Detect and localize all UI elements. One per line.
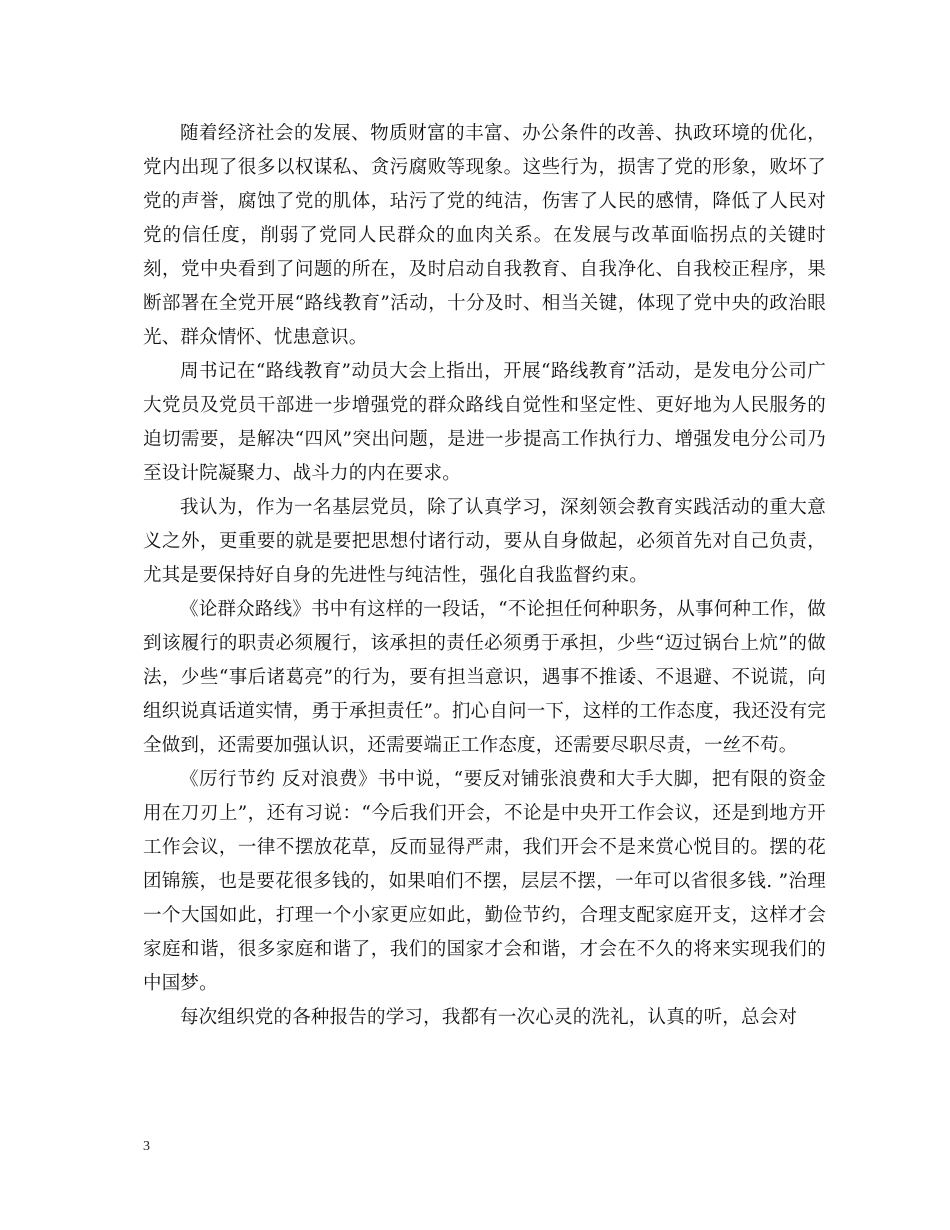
body-text [143,117,826,1035]
paragraph-6: 每次组织党的各种报告的学习，我都有一次心灵的洗礼，认真的听，总会对 [180,1007,798,1028]
paragraph-1: 随着经济社会的发展、物质财富的丰富、办公条件的改善、执政环境的优化，党内出现了很多以权谋私、贪污腐败等现象。这些行为，损害了党的形象，败坏了党的声誉，腐蚀了党的肌体，玷污了党的纯洁，伤害了人民的感情，降低了人民对党的信任度，削弱了党同人民群众的血肉关系。在发展与改革面临拐点的关键时刻，党中央看到了问题的所在，及时启动自我教育、自我净化、自我校正程序，果断部署在全党开展“路线教育”活动，十分及时、相当关键，体现了党中央的政治眼光、群众情怀、忧患意识。 [143,123,826,348]
paragraph-4: 《论群众路线》书中有这样的一段话，“不论担任何种职务，从事何种工作，做到该履行的职责必须履行，该承担的责任必须勇于承担，少些“迈过锅台上炕”的做法，少些“事后诸葛亮”的行为，要有担当意识，遇事不推诿、不退避、不说谎，向组织说真话道实情，勇于承担责任”。扪心自问一下，这样的工作态度，我还没有完全做到，还需要加强认识，还需要端正工作态度，还需要尽职尽责，一丝不苟。 [143,599,826,756]
paragraph-2: 周书记在“路线教育”动员大会上指出，开展“路线教育”活动，是发电分公司广大党员及党员干部进一步增强党的群众路线自觉性和坚定性、更好地为人民服务的迫切需要，是解决“四风”突出问题，是进一步提高工作执行力、增强发电分公司乃至设计院凝聚力、战斗力的内在要求。 [143,361,826,484]
paragraph-3: 我认为，作为一名基层党员，除了认真学习，深刻领会教育实践活动的重大意义之外，更重要的就是要把思想付诸行动，要从自身做起，必须首先对自己负责，尤其是要保持好自身的先进性与纯洁性，强化自我监督约束。 [143,497,826,586]
page-number: 3 [143,1139,150,1154]
paragraph-5: 《厉行节约 反对浪费》书中说，“要反对铺张浪费和大手大脚，把有限的资金用在刀刃上”，还有习说：“今后我们开会，不论是中央开工作会议，还是到地方开工作会议，一律不摆放花草，反而显得严肃，我们开会不是来赏心悦目的。摆的花团锦簇，也是要花很多钱的，如果咱们不摆，层层不摆，一年可以省很多钱. ”治理一个大国如此，打理一个小家更应如此，勤俭节约，合理支配家庭开支，这样才会家庭和谐，很多家庭和谐了，我们的国家才会和谐，才会在不久的将来实现我们的中国梦。 [143,769,826,994]
